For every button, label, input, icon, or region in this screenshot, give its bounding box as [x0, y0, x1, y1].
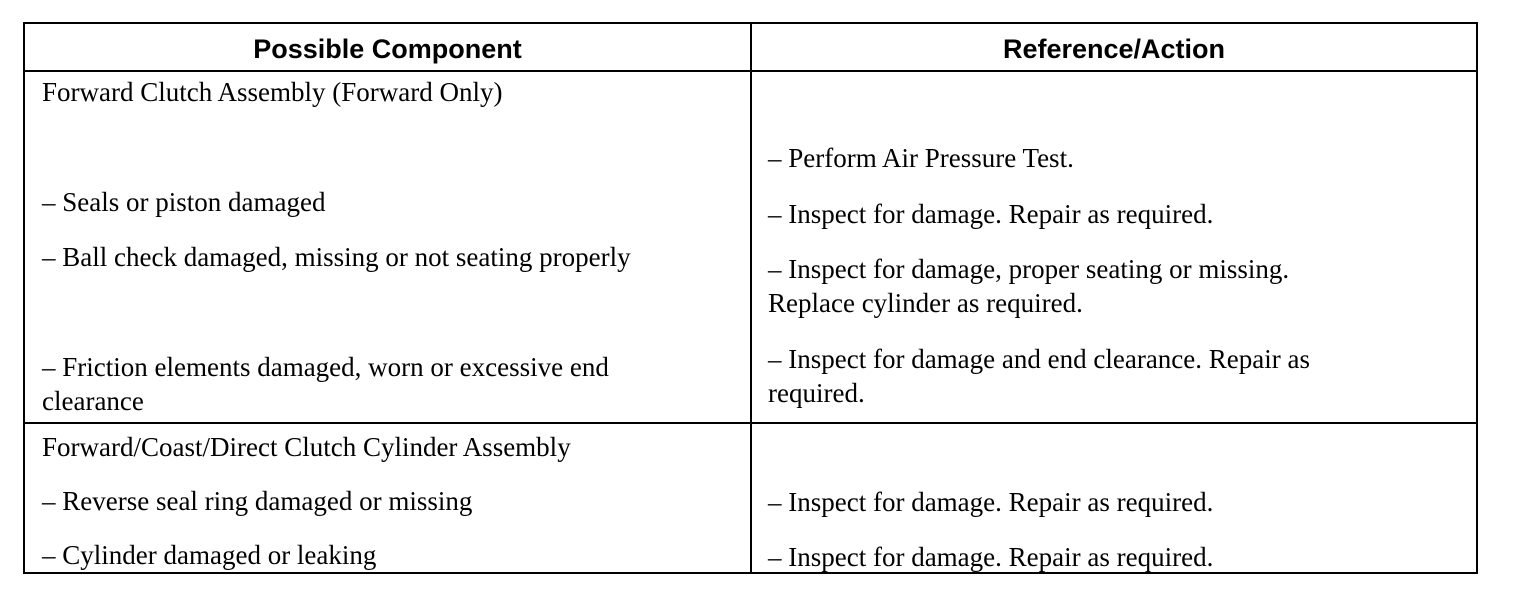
- section1-row2-action-line1: – Inspect for damage, proper seating or missing.: [768, 254, 1290, 284]
- section1-row2-action-line2: Replace cylinder as required.: [768, 288, 1083, 318]
- section1-title: Forward Clutch Assembly (Forward Only): [42, 77, 503, 107]
- section1-row1-component: – Seals or piston damaged: [42, 187, 326, 217]
- section-divider: [25, 422, 1476, 424]
- section2-title: Forward/Coast/Direct Clutch Cylinder Assembly: [42, 432, 571, 462]
- section1-row3-component-line2: clearance: [42, 386, 144, 416]
- section2-row2-action: – Inspect for damage. Repair as required.: [768, 542, 1214, 572]
- header-divider: [25, 70, 1476, 72]
- section2-row1-action: – Inspect for damage. Repair as required.: [768, 487, 1214, 517]
- header-reference-action: Reference/Action: [1002, 34, 1226, 64]
- section2-row2-component: – Cylinder damaged or leaking: [42, 540, 377, 570]
- section1-intro-action: – Perform Air Pressure Test.: [768, 143, 1074, 173]
- diagnosis-table: [23, 22, 1478, 574]
- section1-row1-action: – Inspect for damage. Repair as required.: [768, 199, 1214, 229]
- section1-row2-component: – Ball check damaged, missing or not seating properly: [42, 242, 631, 272]
- section1-row3-component-line1: – Friction elements damaged, worn or excessive end: [42, 352, 609, 382]
- header-possible-component: Possible Component: [253, 34, 522, 64]
- section1-row3-action-line2: required.: [768, 378, 865, 408]
- column-divider: [750, 24, 752, 572]
- section1-row3-action-line1: – Inspect for damage and end clearance. Repair as: [768, 344, 1310, 374]
- section2-row1-component: – Reverse seal ring damaged or missing: [42, 486, 473, 516]
